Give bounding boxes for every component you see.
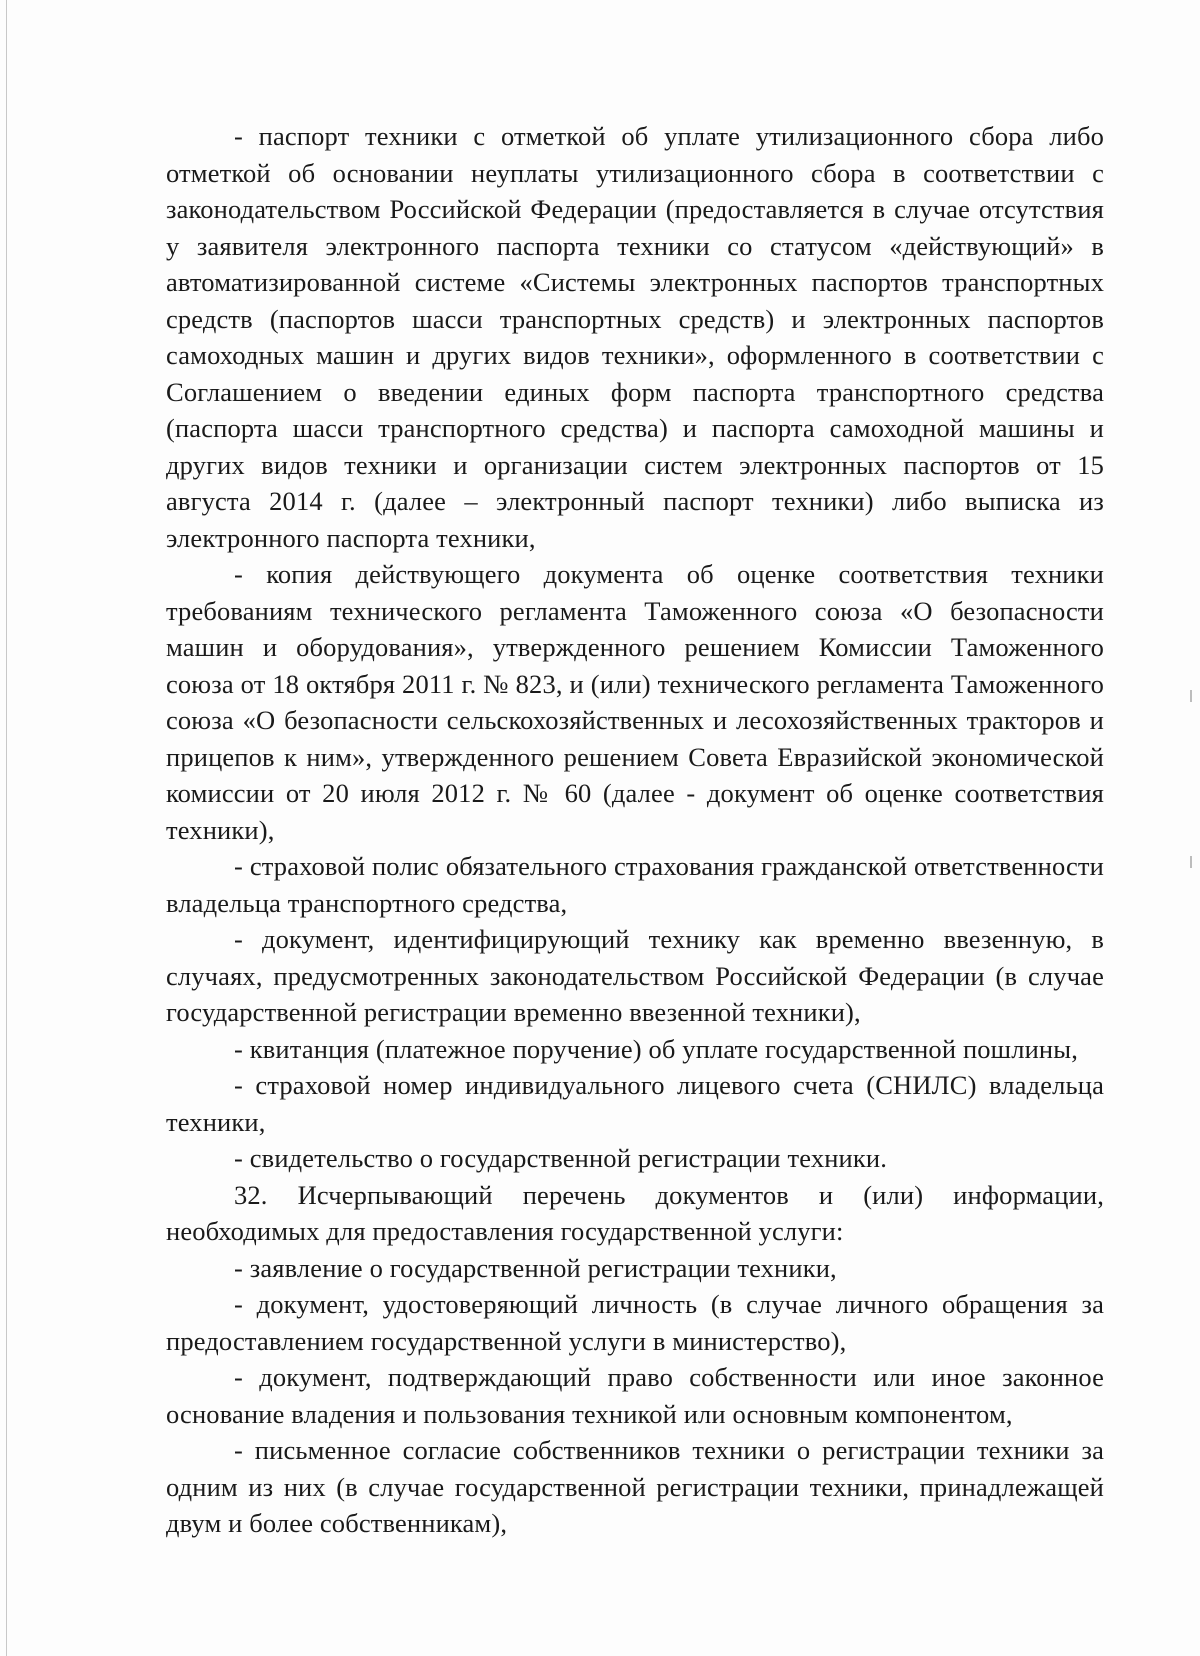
paragraph-insurance-policy: - страховой полис обязательного страхования гражданской ответственности владельца транспортного средства, (166, 851, 1104, 918)
paragraph-conformity-copy: - копия действующего документа об оценке соответствия техники требованиям технического регламента Таможенного союза «О безопасности машин и оборудования», утвержденного решением Комиссии Таможенного союза от 18 октября 2011 г. № 823, и (или) технического регламента Таможенного союза «О безопасности сельскохозяйственных и лесохозяйственных тракторов и прицепов к ним», утвержденного решением Совета Евразийской экономической комиссии от 20 июля 2012 г. № 60 (далее - документ об оценке соответствия техники), (166, 559, 1104, 845)
paragraph-ownership-document: - документ, подтверждающий право собственности или иное законное основание владения и пользования техникой или основным компонентом, (166, 1362, 1104, 1429)
paragraph-identity-document: - документ, удостоверяющий личность (в случае личного обращения за предоставлением государственной услуги в министерство), (166, 1289, 1104, 1356)
paragraph-snils: - страховой номер индивидуального лицевого счета (СНИЛС) владельца техники, (166, 1070, 1104, 1137)
scan-edge-line (6, 0, 7, 1656)
scan-mark (1190, 856, 1192, 868)
paragraph-registration-certificate: - свидетельство о государственной регистрации техники. (234, 1143, 888, 1173)
paragraph-section-32: 32. Исчерпывающий перечень документов и (или) информации, необходимых для предоставления государственной услуги: (166, 1179, 1104, 1246)
document-body (166, 118, 1104, 1542)
paragraph-passport: - паспорт техники с отметкой об уплате утилизационного сбора либо отметкой об основании неуплаты утилизационного сбора в соответствии с законодательством Российской Федерации (предоставляется в случае отсутствия у заявителя электронного паспорта техники со статусом «действующий» в автоматизированной системе «Системы электронных паспортов транспортных средств (паспортов шасси транспортных средств) и электронных паспортов самоходных машин и других видов техники», оформленного в соответствии с Соглашением о введении единых форм паспорта транспортного средства (паспорта шасси транспортного средства) и паспорта самоходной машины и других видов техники и организации систем электронных паспортов от 15 августа 2014 г. (далее – электронный паспорт техники) либо выписка из электронного паспорта техники, (166, 121, 1104, 553)
scan-mark (1190, 690, 1192, 702)
paragraph-owners-consent: - письменное согласие собственников техники о регистрации техники за одним из них (в случае государственной регистрации техники, принадлежащей двум и более собственникам), (166, 1435, 1104, 1538)
paragraph-temporary-import: - документ, идентифицирующий технику как временно ввезенную, в случаях, предусмотренных законодательством Российской Федерации (в случае государственной регистрации временно ввезенной техники), (166, 924, 1104, 1027)
paragraph-fee-receipt: - квитанция (платежное поручение) об уплате государственной пошлины, (234, 1033, 1078, 1064)
paragraph-application: - заявление о государственной регистрации техники, (234, 1252, 837, 1283)
